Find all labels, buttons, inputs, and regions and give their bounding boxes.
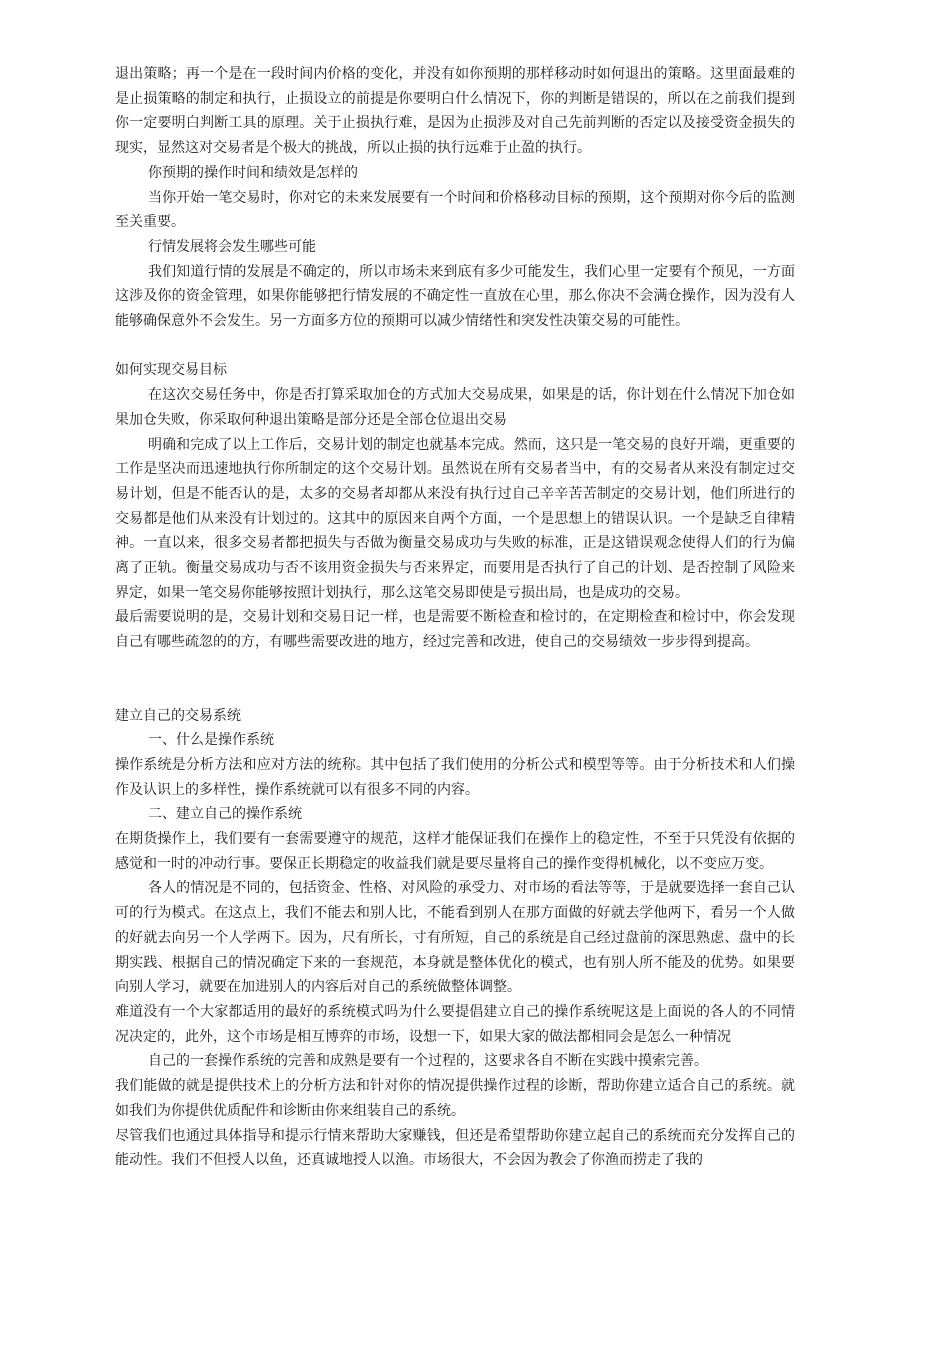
spacer	[115, 680, 795, 704]
paragraph-teach-fishing: 尽管我们也通过具体指导和提示行情来帮助大家赚钱，但还是希望帮助你建立起自己的系统而充分发挥自己的能动性。我们不但授人以鱼，还真诚地授人以渔。市场很大，不会因为教会了你渔而捞走了我的	[115, 1127, 795, 1169]
paragraph-review: 最后需要说明的是，交易计划和交易日记一样，也是需要不断检查和检讨的，在定期检查和检讨中，你会发现自己有哪些疏忽的的方，有哪些需要改进的地方，经过完善和改进，使自己的交易绩效一步步得到提高。	[115, 609, 795, 651]
paragraph-maturity: 自己的一套操作系统的完善和成熟是要有一个过程的，这要求各自不断在实践中摸索完善。	[148, 1053, 708, 1070]
paragraph-why-own-system: 难道没有一个大家都适用的最好的系统模式吗为什么要提倡建立自己的操作系统呢这是上面说的各人的不同情况决定的，此外，这个市场是相互博弈的市场，设想一下，如果大家的做法都相同会是怎么一种情况	[115, 1003, 795, 1045]
spacer	[115, 334, 795, 359]
paragraph-execute-plan: 明确和完成了以上工作后，交易计划的制定也就基本完成。然而，这只是一笔交易的良好开端，更重要的工作是坚决而迅速地执行你所制定的这个交易计划。虽然说在所有交易者当中，有的交易者从来没有制定过交易计划，但是不能否认的是，太多的交易者却都从来没有执行过自己辛辛苦苦制定的交易计划，他们所进行的交易都是他们从来没有计划过的。这其中的原因来自两个方面，一个是思想上的错误认识。一个是缺乏自律精神。一直以来，很多交易者都把损失与否做为衡量交易成功与失败的标准，正是这错误观念使得人们的行为偏离了正轨。衡量交易成功与否不该用资金损失与否来界定，而要用是否执行了自己的计划、是否控制了风险来界定，如果一笔交易你能够按照计划执行，那么这笔交易即使是亏损出局，也是成功的交易。	[115, 436, 795, 601]
subheading-expected-time: 你预期的操作时间和绩效是怎样的	[148, 164, 358, 181]
subheading-what-is-system: 一、什么是操作系统	[148, 732, 274, 749]
paragraph-individual-differences: 各人的情况是不同的，包括资金、性格、对风险的承受力、对市场的看法等等，于是就要选择一套自己认可的行为模式。在这点上，我们不能去和别人比，不能看到别人在那方面做的好就去学他两下，看另一个人做的好就去向另一个人学两下。因为，尺有所长，寸有所短，自己的系统是自己经过盘前的深思熟虑、盘中的长期实践、根据自己的情况确定下来的一套规范，本身就是整体优化的模式，也有别人所不能及的优势。如果要向别人学习，就要在加进别人的内容后对自己的系统做整体调整。	[115, 880, 795, 996]
spacer	[115, 655, 795, 680]
heading-trading-system: 建立自己的交易系统	[115, 707, 241, 724]
paragraph-rules: 在期货操作上，我们要有一套需要遵守的规范，这样才能保证我们在操作上的稳定性，不至于只凭没有依据的感觉和一时的冲动行事。要保正长期稳定的收益我们就是要尽量将自己的操作变得机械化，以不变应万变。	[115, 831, 795, 872]
subheading-possibilities: 行情发展将会发生哪些可能	[148, 238, 316, 255]
paragraph-exit-strategy: 退出策略；再一个是在一段时间内价格的变化，并没有如你预期的那样移动时如何退出的策略。这里面最难的是止损策略的制定和执行，止损设立的前提是你要明白什么情况下，你的判断是错误的，所以在之前我们提到你一定要明白判断工具的原理。关于止损执行难，是因为止损涉及对自己先前判断的否定以及接受资金损失的现实，显然这对交易者是个极大的挑战，所以止损的执行远难于止盈的执行。	[115, 66, 795, 157]
paragraph-add-position: 在这次交易任务中，你是否打算采取加仓的方式加大交易成果，如果是的话，你计划在什么情况下加仓如果加仓失败，你采取何种退出策略是部分还是全部仓位退出交易	[115, 387, 795, 428]
heading-achieve-goal: 如何实现交易目标	[115, 362, 227, 379]
paragraph-uncertainty: 我们知道行情的发展是不确定的，所以市场未来到底有多少可能发生，我们心里一定要有个预见，一方面这涉及你的资金管理，如果你能够把行情发展的不确定性一直放在心里，那么你决不会满仓操作，因为没有人能够确保意外不会发生。另一方面多方位的预期可以减少情绪性和突发性决策交易的可能性。	[115, 263, 795, 330]
subheading-build-system: 二、建立自己的操作系统	[148, 806, 302, 823]
paragraph-expectation: 当你开始一笔交易时，你对它的未来发展要有一个时间和价格移动目标的预期，这个预期对你今后的监测至关重要。	[115, 189, 795, 231]
document-body	[115, 62, 795, 1173]
paragraph-what-we-provide: 我们能做的就是提供技术上的分析方法和针对你的情况提供操作过程的诊断，帮助你建立适合自己的系统。就如我们为你提供优质配件和诊断由你来组装自己的系统。	[115, 1078, 795, 1119]
paragraph-system-definition: 操作系统是分析方法和应对方法的统称。其中包括了我们使用的分析公式和模型等等。由于分析技术和人们操作及认识上的多样性，操作系统就可以有很多不同的内容。	[115, 756, 795, 798]
